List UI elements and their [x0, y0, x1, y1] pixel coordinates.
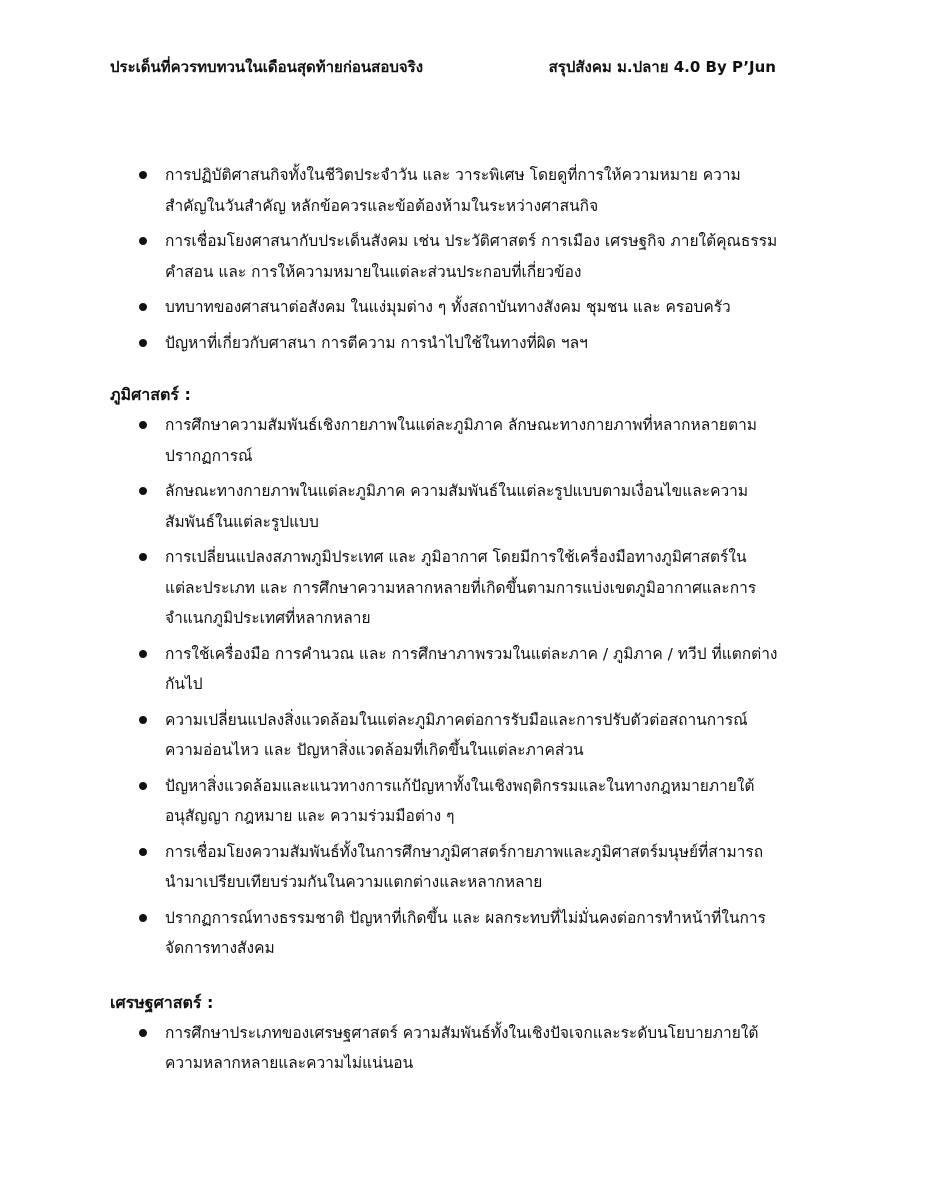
- list-item-text: การปฏิบัติศาสนกิจทั้งในชีวิตประจำวัน และ วาระพิเศษ โดยดูที่การให้ความหมาย ความสำคัญในวันสำคัญ หลักข้อควรและข้อต้องห้ามในระหว่างศาสนกิจ: [165, 166, 741, 215]
- bullet-icon: [139, 1029, 147, 1037]
- list-item: [110, 705, 780, 766]
- list-item: [110, 837, 780, 898]
- list-item-text: การเปลี่ยนแปลงสภาพภูมิประเทศ และ ภูมิอากาศ โดยมีการใช้เครื่องมือทางภูมิศาสตร์ในแต่ละประเภท และ การศึกษาความหลากหลายที่เกิดขึ้นตามการแบ่งเขตภูมิอากาศและการจำแนกภูมิประเทศที่หลากหลาย: [165, 548, 757, 627]
- bullet-icon: [139, 553, 147, 561]
- bullet-icon: [139, 650, 147, 658]
- list-item-text: ปัญหาสิ่งแวดล้อมและแนวทางการแก้ปัญหาทั้งในเชิงพฤติกรรมและในทางกฎหมายภายใต้อนุสัญญา กฎหมาย และ ความร่วมมือต่าง ๆ: [165, 776, 755, 825]
- bullet-icon: [139, 487, 147, 495]
- list-item-text: บทบาทของศาสนาต่อสังคม ในแง่มุมต่าง ๆ ทั้งสถาบันทางสังคม ชุมชน และ ครอบครัว: [165, 298, 731, 316]
- geography-heading: ภูมิศาสตร์ :: [110, 385, 191, 404]
- list-item-text: การเชื่อมโยงศาสนากับประเด็นสังคม เช่น ประวัติศาสตร์ การเมือง เศรษฐกิจ ภายใต้คุณธรรม คำสอน และ การให้ความหมายในแต่ละส่วนประกอบที่เกี่ยวข้อง: [165, 232, 778, 281]
- bullet-icon: [139, 716, 147, 724]
- economics-list: [110, 1018, 780, 1079]
- list-item-text: การศึกษาประเภทของเศรษฐศาสตร์ ความสัมพันธ์ทั้งในเชิงปัจเจกและระดับนโยบายภายใต้ความหลากหลายและความไม่แน่นอน: [165, 1023, 759, 1072]
- bullet-icon: [139, 303, 147, 311]
- list-item: [110, 410, 780, 471]
- list-item-text: ปัญหาที่เกี่ยวกับศาสนา การตีความ การนำไปใช้ในทางที่ผิด ฯลฯ: [165, 333, 588, 352]
- list-item: [110, 639, 780, 700]
- religion-list: [110, 160, 780, 358]
- list-item: [110, 226, 780, 287]
- bullet-icon: [139, 421, 147, 429]
- economics-heading: เศรษฐศาสตร์ :: [110, 992, 214, 1012]
- bullet-icon: [139, 782, 147, 790]
- list-item: [110, 292, 780, 323]
- page-header: [110, 55, 776, 83]
- list-item: [110, 476, 780, 537]
- list-item-text: การศึกษาความสัมพันธ์เชิงกายภาพในแต่ละภูมิภาค ลักษณะทางกายภาพที่หลากหลายตามปรากฏการณ์: [165, 416, 758, 465]
- list-item-text: ความเปลี่ยนแปลงสิ่งแวดล้อมในแต่ละภูมิภาคต่อการรับมือและการปรับตัวต่อสถานการณ์ ความอ่อนไหว และ ปัญหาสิ่งแวดล้อมที่เกิดขึ้นในแต่ละภาคส่วน: [165, 710, 748, 759]
- list-item-text: การใช้เครื่องมือ การคำนวณ และ การศึกษาภาพรวมในแต่ละภาค / ภูมิภาค / ทวีป ที่แตกต่างกันไป: [165, 644, 778, 693]
- header-left-title: ประเด็นที่ควรทบทวนในเดือนสุดท้ายก่อนสอบจริง: [110, 58, 424, 76]
- bullet-icon: [139, 914, 147, 922]
- list-item: [110, 542, 780, 634]
- list-item-text: การเชื่อมโยงความสัมพันธ์ทั้งในการศึกษาภูมิศาสตร์กายภาพและภูมิศาสตร์มนุษย์ที่สามารถนำมาเปรียบเทียบร่วมกันในความแตกต่างและหลากหลาย: [165, 842, 764, 891]
- geography-list: [110, 410, 780, 964]
- list-item: [110, 328, 780, 359]
- list-item-text: ลักษณะทางกายภาพในแต่ละภูมิภาค ความสัมพันธ์ในแต่ละรูปแบบตามเงื่อนไขและความสัมพันธ์ในแต่ละรูปแบบ: [165, 482, 749, 531]
- list-item-text: ปรากฏการณ์ทางธรรมชาติ ปัญหาที่เกิดขึ้น และ ผลกระทบที่ไม่มั่นคงต่อการทำหน้าที่ในการจัดการทางสังคม: [165, 908, 766, 957]
- list-item: [110, 1018, 780, 1079]
- bullet-icon: [139, 237, 147, 245]
- document-body: [110, 160, 780, 1084]
- bullet-icon: [139, 339, 147, 347]
- bullet-icon: [139, 171, 147, 179]
- header-right-title: สรุปสังคม ม.ปลาย 4.0 By P’Jun: [548, 58, 776, 76]
- list-item: [110, 903, 780, 964]
- list-item: [110, 160, 780, 221]
- bullet-icon: [139, 848, 147, 856]
- list-item: [110, 771, 780, 832]
